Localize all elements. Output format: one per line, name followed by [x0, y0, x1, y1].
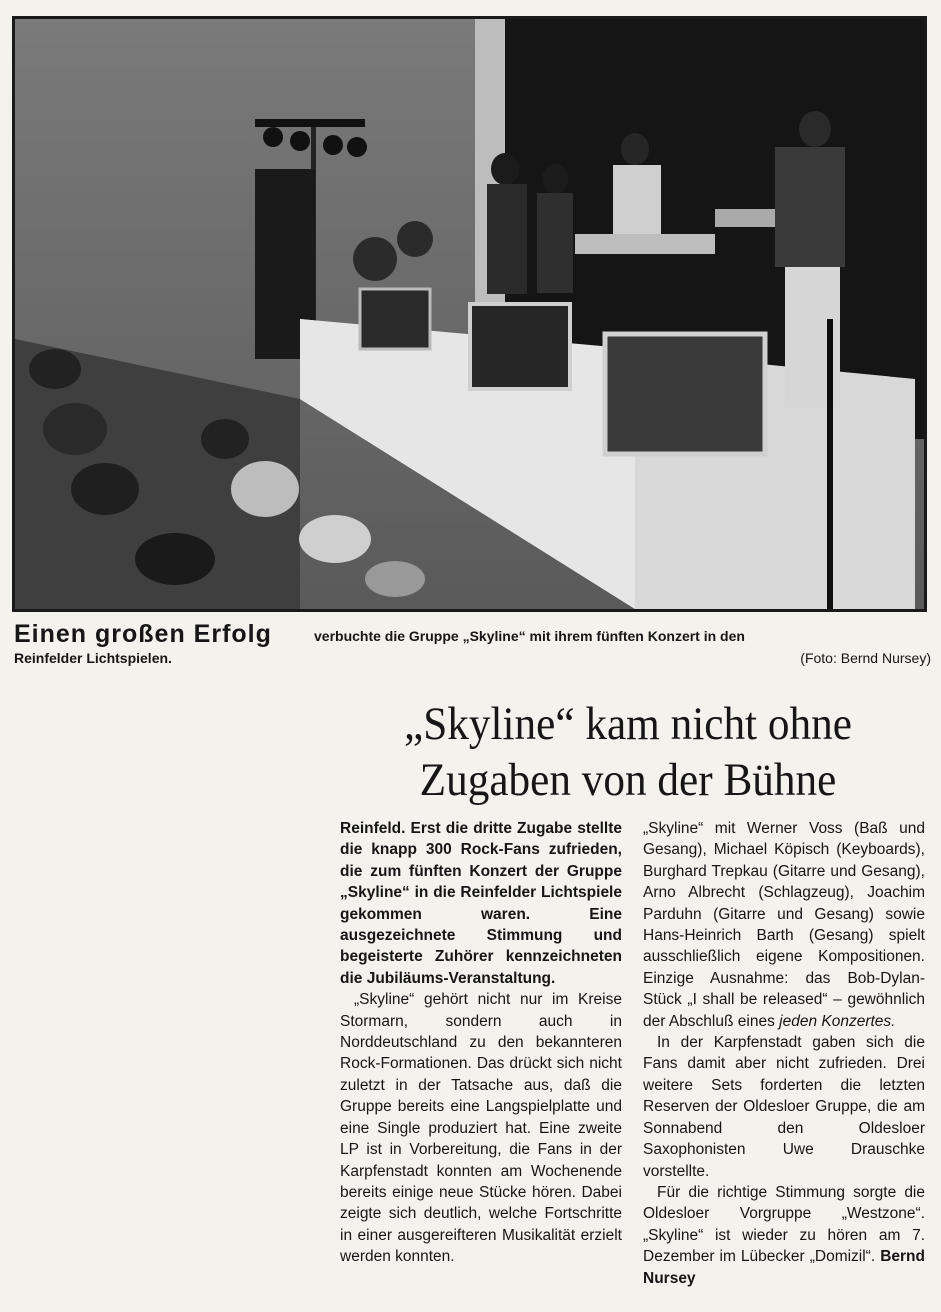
caption-lead: Einen großen Erfolg — [14, 620, 272, 648]
paragraph-text: Für die richtige Stimmung sorgte die Oldesloer Vorgruppe „Westzone“. „Skyline“ ist wieder zu hören am 7. Dezember im Lübecker „Domizil“. — [643, 1183, 925, 1266]
headline-line2: Zugaben von der Bühne — [419, 754, 837, 806]
article-paragraph: „Skyline“ gehört nicht nur im Kreise Stormarn, sondern auch in Norddeutschland zu den bekannteren Rock-Formationen. Das drückt sich nicht zuletzt in der Tatsache aus, daß die Gruppe bereits eine Langspielplatte und eine Single produziert hat. Eine zweite LP ist in Vorbereitung, die Fans in der Karpfenstadt konnten am Wochenende bereits einige neue Stücke hören. Dabei zeigte sich deutlich, welche Fortschritte in einer ausgereifteren Musikalität erzielt werden konnten. — [340, 991, 622, 1266]
article-paragraph — [643, 1182, 925, 1289]
headline-line1: „Skyline“ kam nicht ohne — [404, 698, 852, 750]
headline — [354, 696, 902, 808]
concert-photo — [12, 16, 927, 612]
author-signature: Bernd Nursey — [643, 1248, 925, 1287]
lead-text: Erst die dritte Zugabe stellte die knapp 300 Rock-Fans zufrieden, die zum fünften Konzert der Gruppe „Skyline“ in die Reinfelder Lichtspiele gekommen waren. Eine ausgezeichnete Stimmung und begeisterte Zuhörer kennzeichneten die Jubiläums-Veranstaltung. — [340, 820, 623, 987]
article-paragraph — [643, 818, 925, 1032]
article-paragraph — [340, 818, 622, 989]
caption-text-line2: Reinfelder Lichtspielen. — [14, 650, 172, 666]
article-column-2 — [643, 818, 925, 1289]
dateline: Reinfeld. — [340, 820, 406, 837]
concert-photo-illustration — [15, 19, 924, 609]
caption-text: verbuchte die Gruppe „Skyline“ mit ihrem fünften Konzert in den — [314, 628, 745, 644]
article-paragraph: In der Karpfenstadt gaben sich die Fans damit aber nicht zufrieden. Drei weitere Sets forderten die letzten Reserven der Oldesloer Gruppe, die am Sonnabend den Oldesloer Saxophonisten Uwe Drauschke vorstellte. — [643, 1034, 925, 1180]
article-column-1 — [340, 818, 622, 1268]
photo-credit: (Foto: Bernd Nursey) — [800, 650, 931, 666]
paragraph-text: „Skyline“ mit Werner Voss (Baß und Gesang), Michael Köpisch (Keyboards), Burghard Trepkau (Gitarre und Gesang), Arno Albrecht (Schlagzeug), Joachim Parduhn (Gitarre und Gesang) sowie Hans-Heinrich Barth (Gesang) spielt ausschließlich eigene Kompositionen. Einzige Ausnahme: das Bob-Dylan-Stück „I shall be released“ – gewöhnlich der Abschluß eines — [643, 820, 925, 1030]
paragraph-text-italic: jeden Konzertes. — [779, 1012, 896, 1030]
